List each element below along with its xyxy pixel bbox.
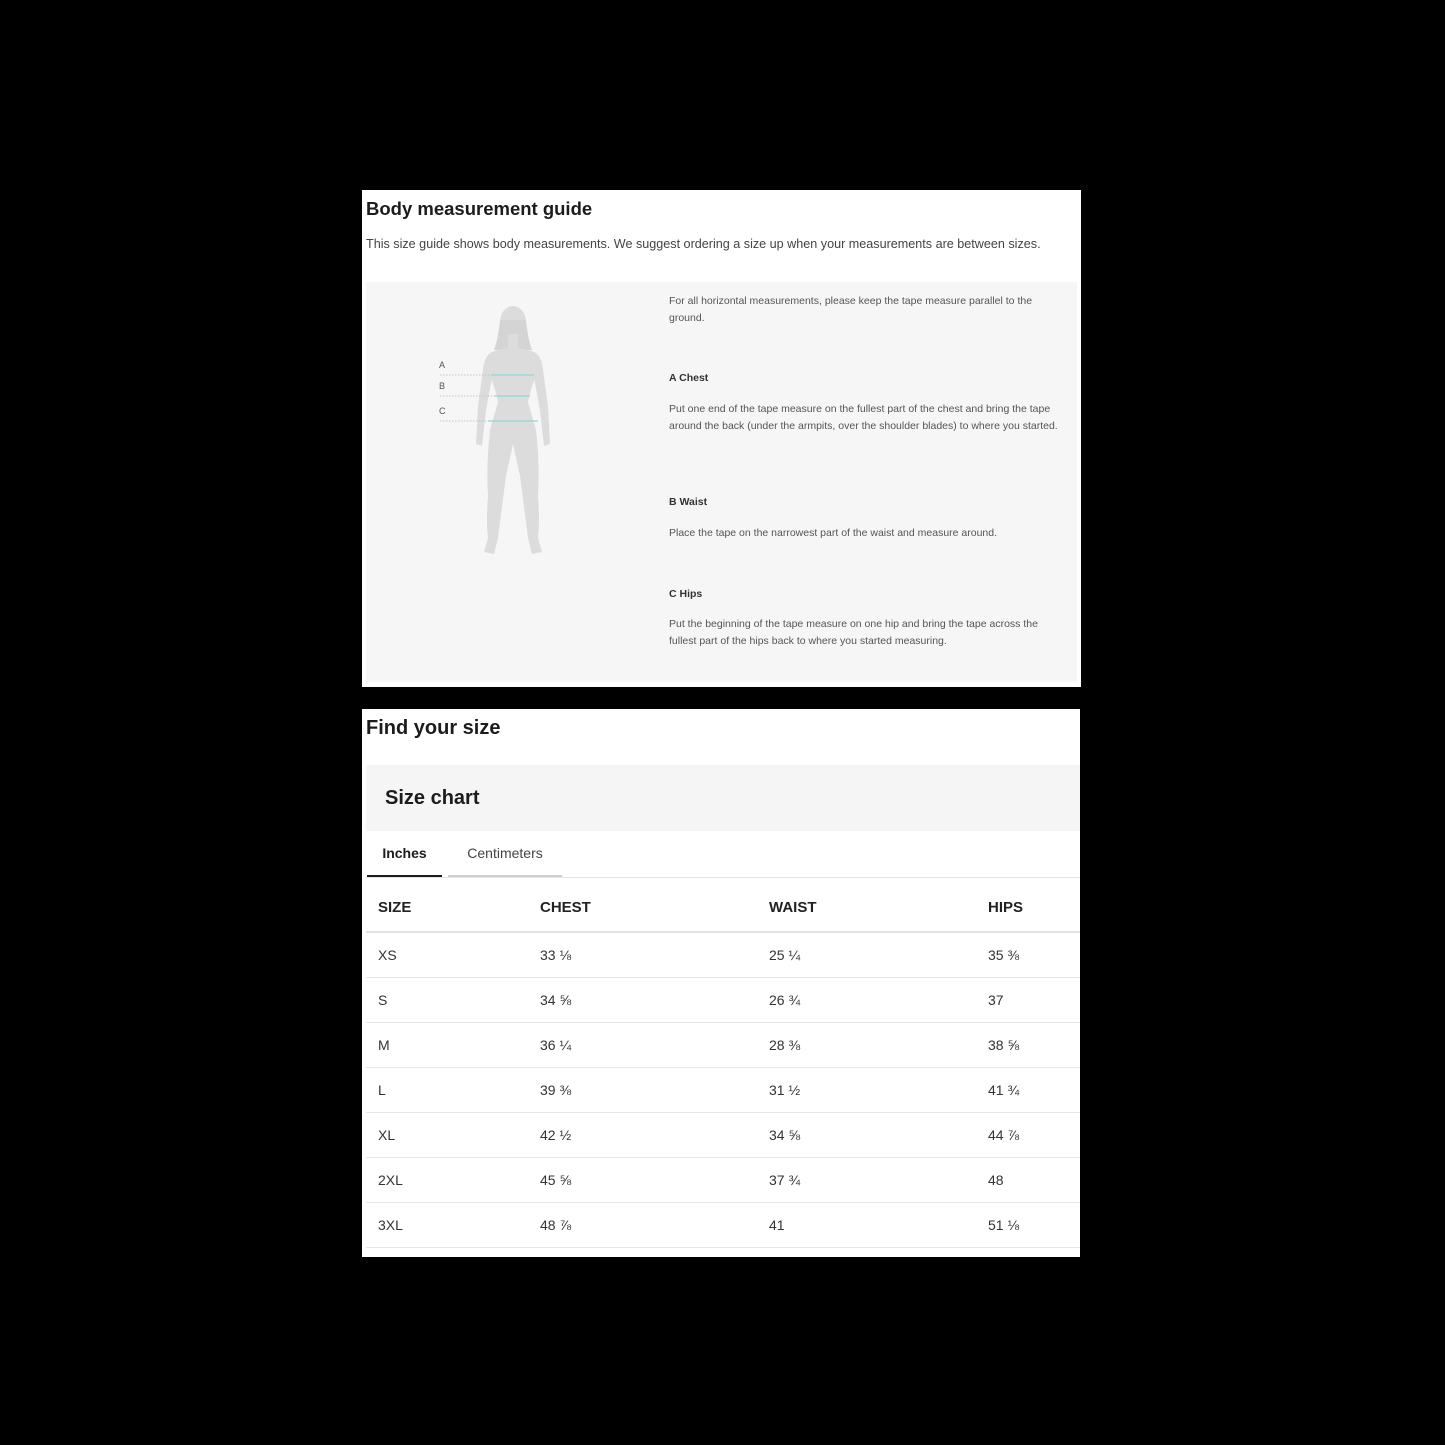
waist-cell: 31 ½ [769, 1068, 988, 1113]
table-row [366, 1113, 1080, 1158]
waist-cell: 26 ¾ [769, 978, 988, 1023]
column-header-chest: CHEST [540, 883, 769, 932]
tab-inches[interactable]: Inches [367, 831, 442, 877]
size-cell: M [366, 1023, 540, 1068]
chest-cell: 36 ¼ [540, 1023, 769, 1068]
size-chart-title: Size chart [385, 787, 480, 809]
measurement-guide-box [366, 282, 1077, 682]
size-cell: XS [366, 932, 540, 978]
body-measurement-guide-panel [362, 190, 1081, 687]
size-cell: S [366, 978, 540, 1023]
instruction-hips [669, 586, 1064, 603]
hips-heading: C Hips [669, 588, 703, 600]
size-cell: XL [366, 1113, 540, 1158]
hips-text: Put the beginning of the tape measure on one hip and bring the tape across the fullest part of the hips back to where you started measuring. [669, 618, 1038, 647]
table-row [366, 1158, 1080, 1203]
waist-cell: 41 [769, 1203, 988, 1248]
size-cell: 2XL [366, 1158, 540, 1203]
hips-cell: 44 ⅞ [988, 1113, 1080, 1158]
waist-cell: 37 ¾ [769, 1158, 988, 1203]
chest-cell: 33 ⅛ [540, 932, 769, 978]
size-table [366, 883, 1080, 1248]
instruction-chest [669, 370, 1064, 387]
column-header-size: SIZE [366, 883, 540, 932]
table-row [366, 1023, 1080, 1068]
body-silhouette-icon [426, 306, 576, 566]
size-chart-header [366, 765, 1080, 831]
figure-label-c: C [439, 406, 446, 416]
chest-cell: 42 ½ [540, 1113, 769, 1158]
chest-heading: A Chest [669, 372, 709, 384]
waist-cell: 34 ⅝ [769, 1113, 988, 1158]
hips-cell: 51 ⅛ [988, 1203, 1080, 1248]
table-row [366, 978, 1080, 1023]
chest-cell: 48 ⅞ [540, 1203, 769, 1248]
guide-subtitle: This size guide shows body measurements. We suggest ordering a size up when your measurements are between sizes. [366, 237, 1041, 251]
table-row [366, 1068, 1080, 1113]
guide-title: Body measurement guide [366, 198, 593, 219]
unit-tabs [366, 831, 1080, 878]
body-figure [426, 306, 576, 566]
hips-cell: 35 ⅜ [988, 932, 1080, 978]
hips-cell: 48 [988, 1158, 1080, 1203]
figure-label-a: A [439, 360, 446, 370]
instruction-waist [669, 494, 1064, 511]
waist-heading: B Waist [669, 496, 708, 508]
column-header-hips: HIPS [988, 883, 1080, 932]
hips-cell: 37 [988, 978, 1080, 1023]
size-title: Find your size [366, 717, 501, 739]
table-row [366, 1203, 1080, 1248]
waist-text: Place the tape on the narrowest part of the waist and measure around. [669, 527, 998, 539]
hips-cell: 38 ⅝ [988, 1023, 1080, 1068]
size-cell: L [366, 1068, 540, 1113]
intro-text: For all horizontal measurements, please keep the tape measure parallel to the ground. [669, 295, 1033, 324]
waist-cell: 25 ¼ [769, 932, 988, 978]
chest-cell: 34 ⅝ [540, 978, 769, 1023]
chest-text: Put one end of the tape measure on the fullest part of the chest and bring the tape around the back (under the armpits, over the shoulder blades) to where you started. [669, 403, 1058, 432]
table-header-row [366, 883, 1080, 932]
chest-cell: 39 ⅜ [540, 1068, 769, 1113]
hips-cell: 41 ¾ [988, 1068, 1080, 1113]
size-cell: 3XL [366, 1203, 540, 1248]
find-your-size-panel [362, 709, 1080, 1257]
waist-cell: 28 ⅜ [769, 1023, 988, 1068]
figure-label-b: B [439, 381, 446, 391]
column-header-waist: WAIST [769, 883, 988, 932]
table-row [366, 932, 1080, 978]
tab-centimeters[interactable]: Centimeters [448, 831, 562, 877]
chest-cell: 45 ⅝ [540, 1158, 769, 1203]
